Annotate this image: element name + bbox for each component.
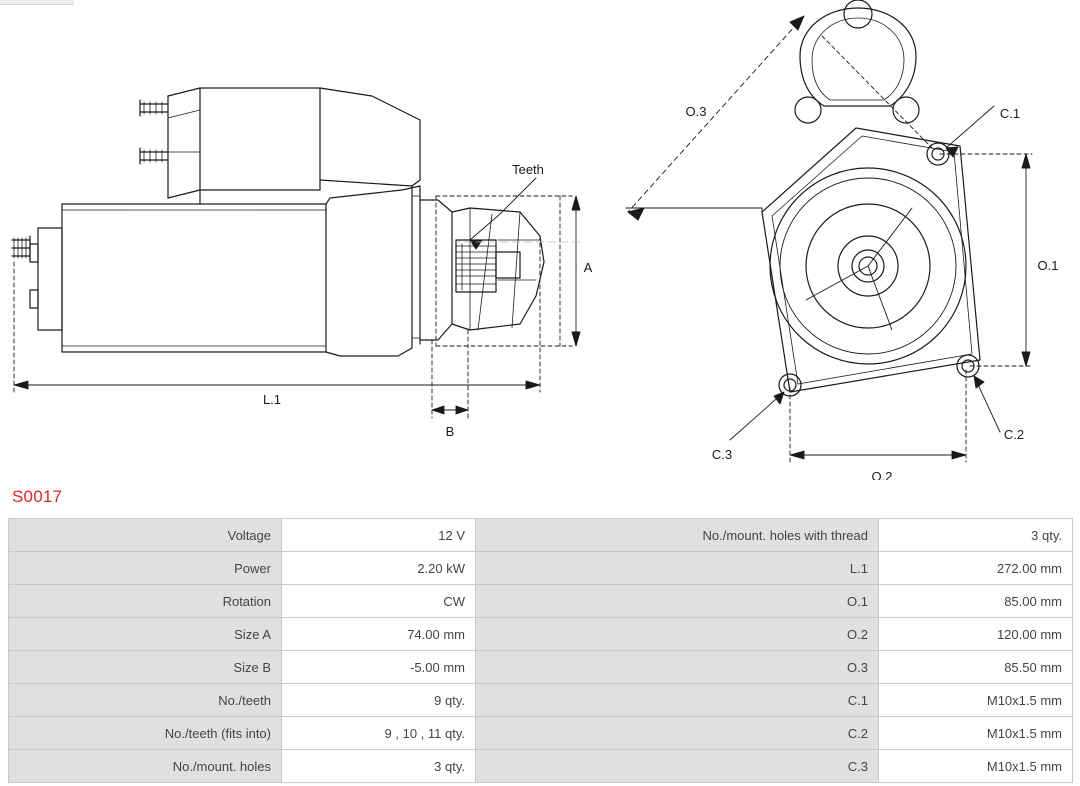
- specifications-table: [8, 518, 1073, 783]
- spec-label: No./mount. holes: [9, 750, 282, 783]
- table-row: [9, 519, 1073, 552]
- table-row: [9, 684, 1073, 717]
- spec-value: M10x1.5 mm: [879, 750, 1073, 783]
- spec-value: CW: [282, 585, 476, 618]
- label-b: B: [445, 424, 455, 439]
- spec-label: Size B: [9, 651, 282, 684]
- spec-value: 85.50 mm: [879, 651, 1073, 684]
- table-row: [9, 717, 1073, 750]
- spec-value: 3 qty.: [282, 750, 476, 783]
- table-row: [9, 552, 1073, 585]
- label-l1: L.1: [262, 392, 282, 407]
- spec-value: -5.00 mm: [282, 651, 476, 684]
- spec-label: Size A: [9, 618, 282, 651]
- table-row: [9, 750, 1073, 783]
- spec-value: 74.00 mm: [282, 618, 476, 651]
- spec-value: M10x1.5 mm: [879, 717, 1073, 750]
- specifications-body: [9, 519, 1073, 783]
- spec-value: M10x1.5 mm: [879, 684, 1073, 717]
- label-c2: C.2: [1003, 427, 1025, 442]
- spec-value: 3 qty.: [879, 519, 1073, 552]
- spec-label: No./mount. holes with thread: [476, 519, 879, 552]
- label-a: A: [583, 260, 593, 275]
- label-c1: C.1: [999, 106, 1021, 121]
- table-row: [9, 585, 1073, 618]
- spec-label: C.1: [476, 684, 879, 717]
- spec-value: 12 V: [282, 519, 476, 552]
- table-row: [9, 618, 1073, 651]
- spec-label: O.3: [476, 651, 879, 684]
- spec-label: C.2: [476, 717, 879, 750]
- spec-label: O.2: [476, 618, 879, 651]
- label-c3: C.3: [711, 447, 733, 462]
- spec-label: C.3: [476, 750, 879, 783]
- label-o1: O.1: [1037, 258, 1059, 273]
- spec-label: L.1: [476, 552, 879, 585]
- label-teeth: Teeth: [512, 162, 544, 177]
- spec-label: Voltage: [9, 519, 282, 552]
- table-row: [9, 651, 1073, 684]
- spec-label: O.1: [476, 585, 879, 618]
- label-o2: O.2: [871, 469, 893, 480]
- spec-value: 9 qty.: [282, 684, 476, 717]
- spec-value: 272.00 mm: [879, 552, 1073, 585]
- front-view-dimensions: [626, 16, 1032, 462]
- spec-value: 85.00 mm: [879, 585, 1073, 618]
- spec-label: No./teeth (fits into): [9, 717, 282, 750]
- spec-label: Power: [9, 552, 282, 585]
- spec-label: No./teeth: [9, 684, 282, 717]
- part-code: S0017: [12, 487, 63, 506]
- side-view-group: [12, 88, 544, 356]
- spec-value: 9 , 10 , 11 qty.: [282, 717, 476, 750]
- spec-label: Rotation: [9, 585, 282, 618]
- spec-value: 120.00 mm: [879, 618, 1073, 651]
- front-view-group: [762, 0, 980, 396]
- spec-value: 2.20 kW: [282, 552, 476, 585]
- side-view-dimensions: [14, 178, 580, 418]
- label-o3: O.3: [685, 104, 707, 119]
